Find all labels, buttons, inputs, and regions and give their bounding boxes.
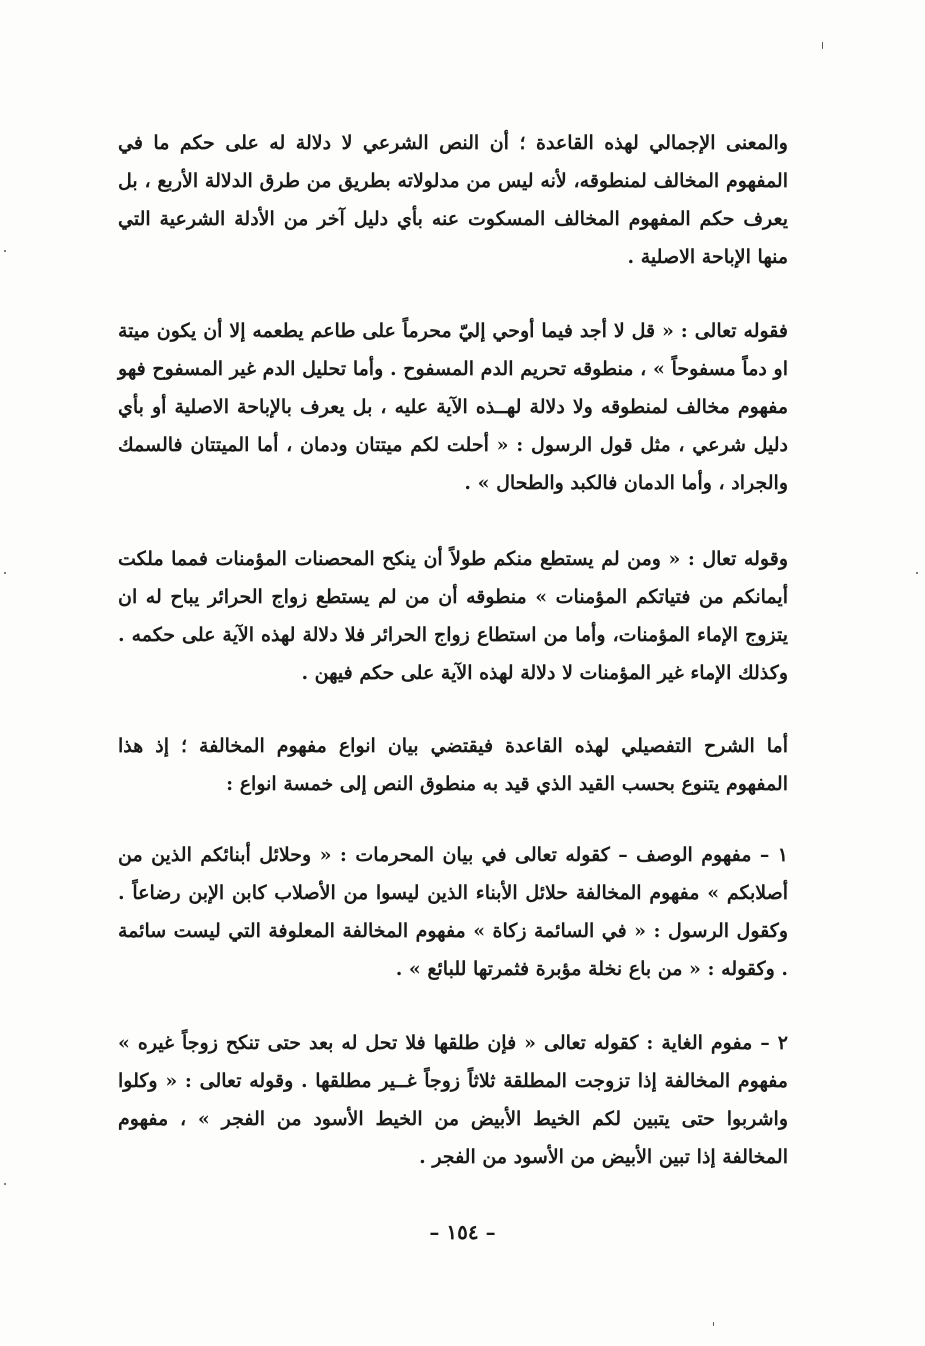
paragraph-text: أما الشرح التفصيلي لهذه القاعدة فيقتضي بيان انواع مفهوم المخالفة ؛ إذ هذا المفهوم يتنوع بحسب القيد الذي قيد به منطوق النص إلى خمسة انواع : <box>118 735 788 795</box>
paragraph-example-blood <box>118 312 788 502</box>
paragraph-text: ١ – مفهوم الوصف – كقوله تعالى في بيان المحرمات : « وحلائل أبنائكم الذين من أصلابكم » مفهوم المخالفة حلائل الأبناء الذين ليسوا من الأصلاب كابن الإبن رضاعاً . وكقول الرسول : « في السائمة زكاة » مفهوم المخالفة المعلوفة التي ليست سائمة . وكقوله : « من باع نخلة مؤبرة فثمرتها للبائع » . <box>118 844 788 980</box>
paragraph-mafhum-ghaya <box>118 1024 788 1176</box>
paragraph-text: ٢ – مفوم الغاية : كقوله تعالى « فإن طلقها فلا تحل له بعد حتى تنكح زوجاً غيره » مفهوم المخالفة إذا تزوجت المطلقة ثلاثاً زوجاً غــير مطلقها . وقوله تعالى : « وكلوا واشربوا حتى يتبين لكم الخيط الأبيض من الخيط الأسود من الفجر » ، مفهوم المخالفة إذا تبين الأبيض من الأسود من الفجر . <box>118 1032 788 1168</box>
paragraph-detailed-explanation <box>118 727 788 803</box>
paragraph-example-marriage <box>118 540 788 692</box>
paragraph-text: وقوله تعال : « ومن لم يستطع منكم طولاً أن ينكح المحصنات المؤمنات فمما ملكت أيمانكم من فتياتكم المؤمنات » منطوقه أن من لم يستطع زواج الحرائر يباح له ان يتزوج الإماء المؤمنات، وأما من استطاع زواج الحرائر فلا دلالة لهذه الآية على حكمه . وكذلك الإماء غير المؤمنات لا دلالة لهذه الآية على حكم فيهن . <box>118 548 788 684</box>
paragraph-text: والمعنى الإجمالي لهذه القاعدة ؛ أن النص الشرعي لا دلالة له على حكم ما في المفهوم المخالف لمنطوقه، لأنه ليس من مدلولاته بطريق من طرق الدلالة الأربع ، بل يعرف حكم المفهوم المخالف المسكوت عنه بأي دليل آخر من الأدلة الشرعية التي منها الإباحة الاصلية . <box>118 132 788 268</box>
scan-speck <box>916 572 918 574</box>
scan-speck <box>4 250 6 252</box>
scan-speck <box>4 572 6 574</box>
scan-speck <box>713 1322 714 1326</box>
scan-speck <box>4 1183 6 1185</box>
scan-speck <box>822 42 823 49</box>
paragraph-text: فقوله تعالى : « قل لا أجد فيما أوحي إليّ محرماً على طاعم يطعمه إلا أن يكون ميتة او دماً مسفوحاً » ، منطوقه تحريم الدم المسفوح . وأما تحليل الدم غير المسفوح فهو مفهوم مخالف لمنطوقه ولا دلالة لهــذه الآية عليه ، بل يعرف بالإباحة الاصلية أو بأي دليل شرعي ، مثل قول الرسول : « أحلت لكم ميتتان ودمان ، أما الميتتان فالسمك والجراد ، وأما الدمان فالكبد والطحال » . <box>118 320 788 494</box>
page-number: – ١٥٤ – <box>429 1220 496 1244</box>
paragraph-general-meaning <box>118 124 788 276</box>
paragraph-mafhum-wasf <box>118 836 788 988</box>
